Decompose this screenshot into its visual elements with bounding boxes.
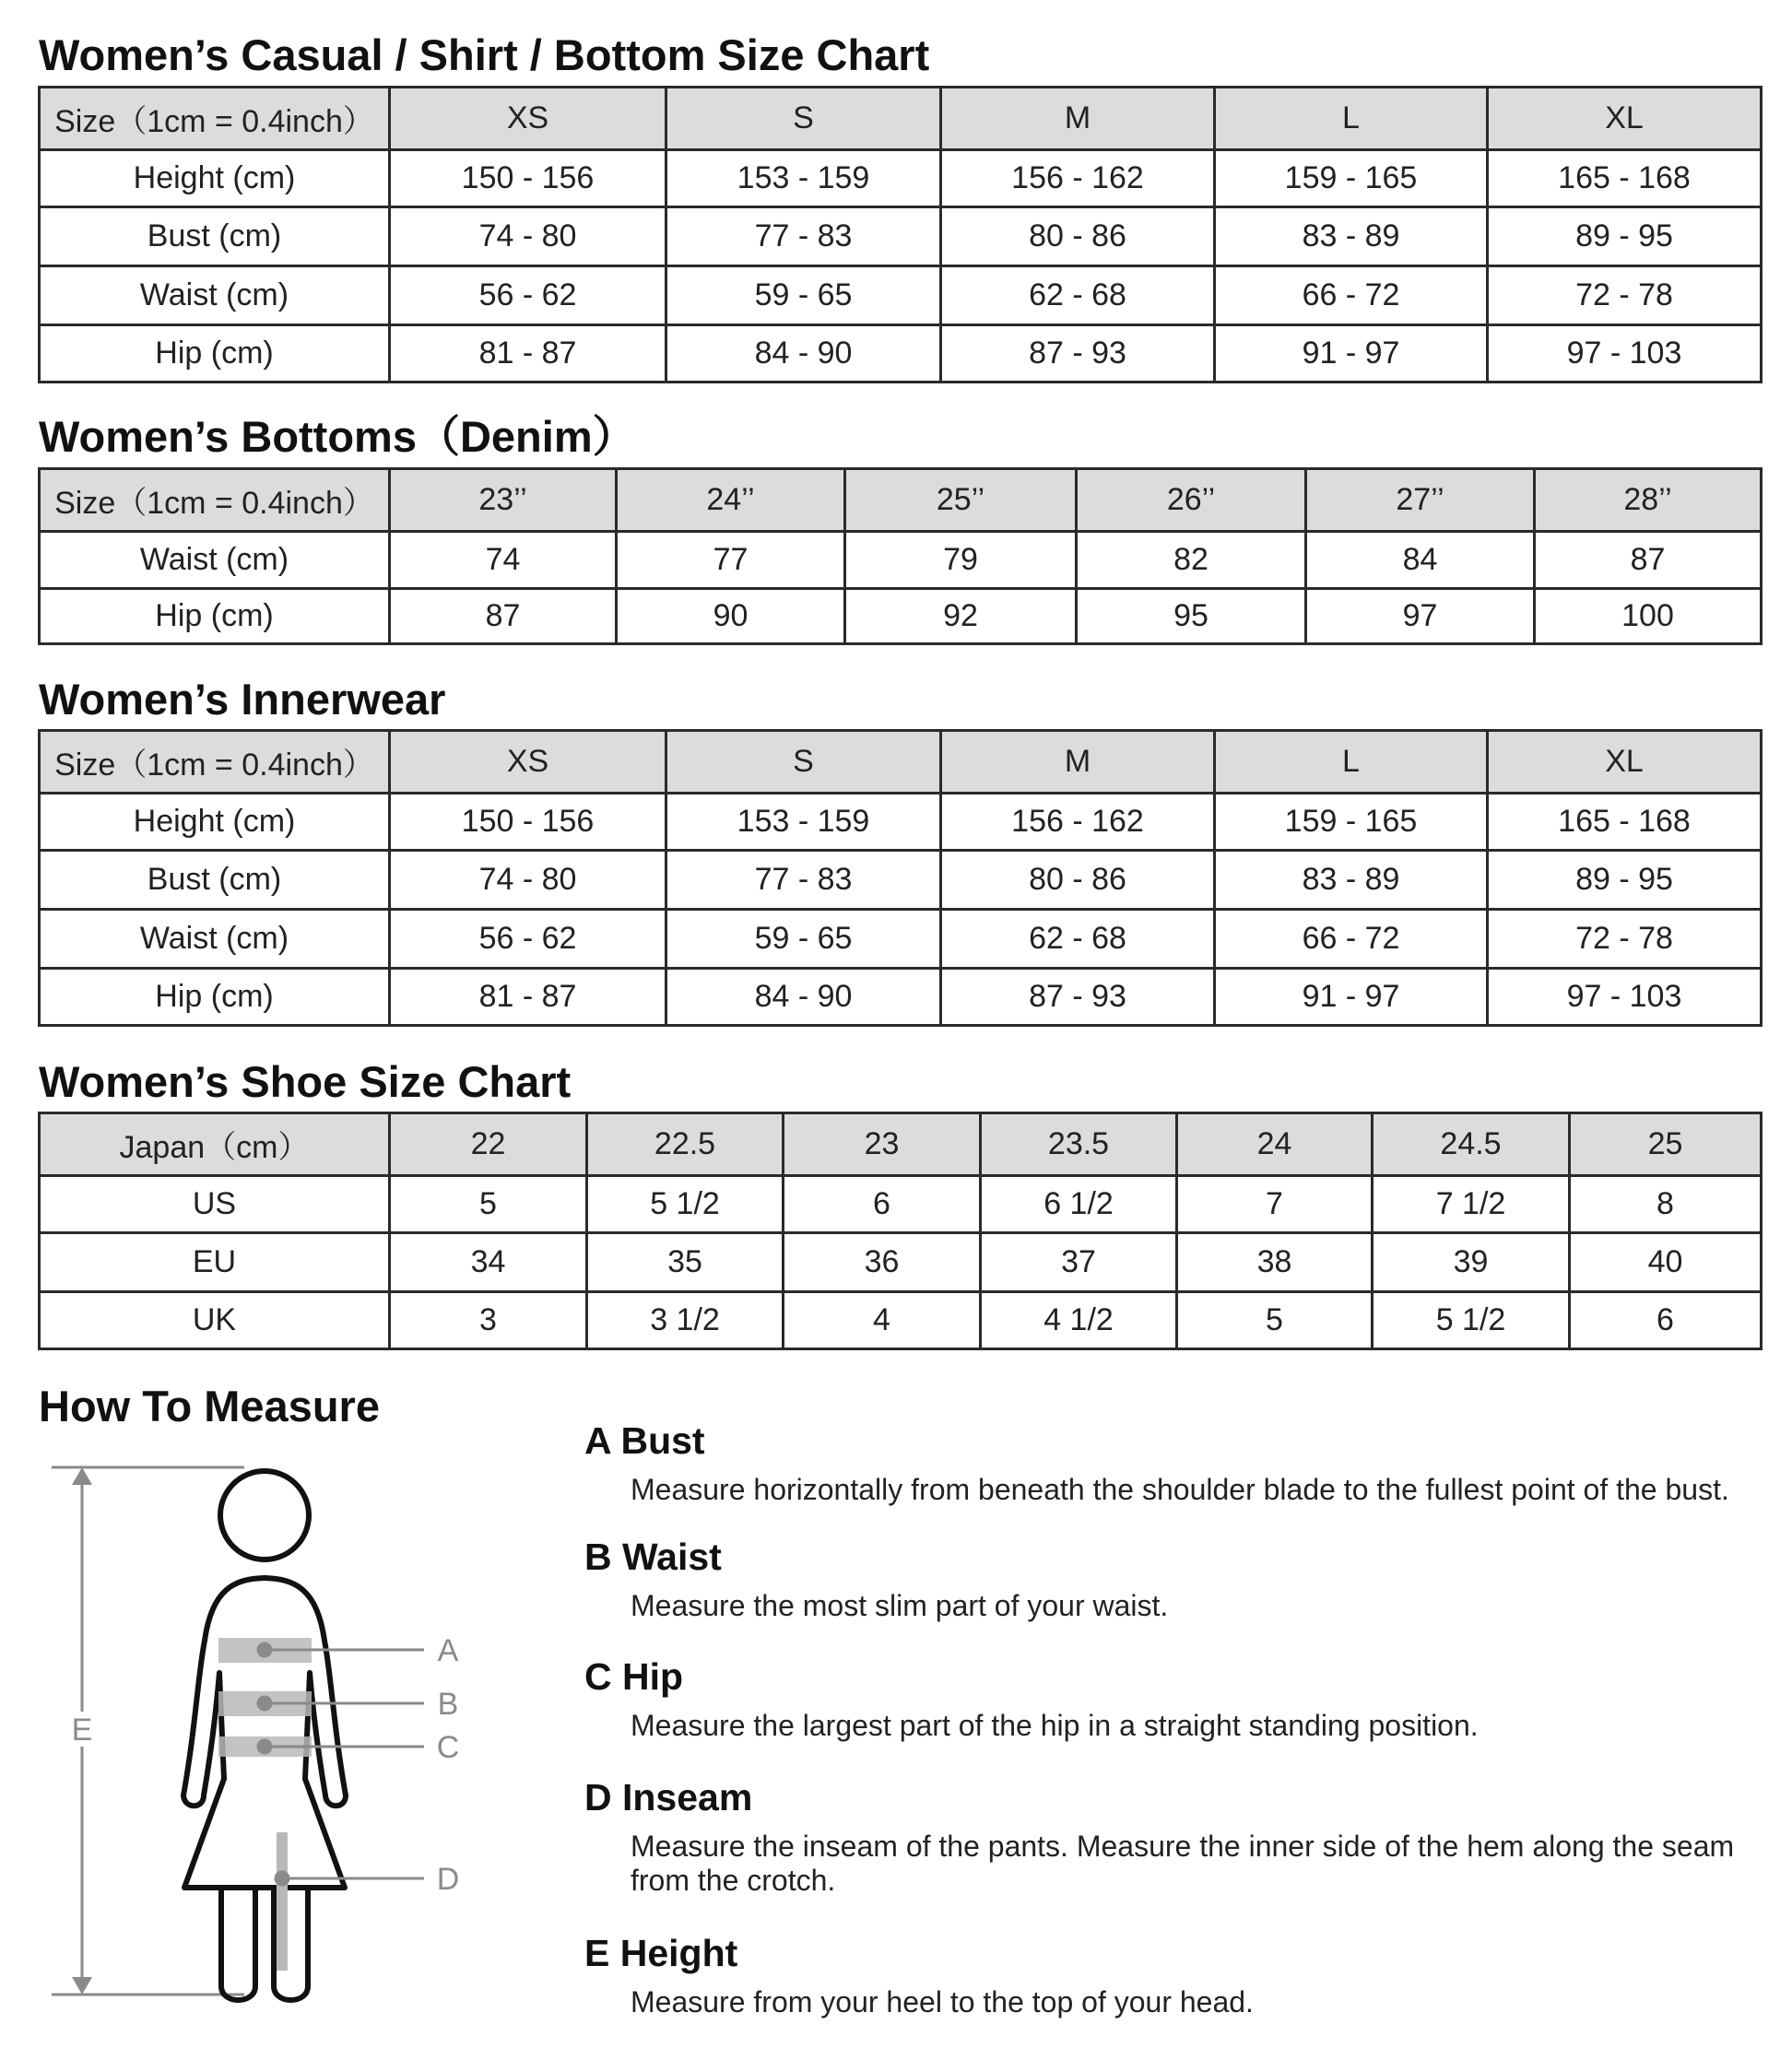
table-cell: 5 1/2	[587, 1176, 784, 1233]
label-b: B	[437, 1687, 459, 1722]
casual-size-table	[38, 86, 1763, 383]
header-cell: 24	[1177, 1113, 1373, 1176]
table-row	[40, 851, 1762, 910]
table-cell: 4 1/2	[981, 1292, 1177, 1349]
row-label: Bust (cm)	[40, 851, 390, 910]
row-label: Hip (cm)	[40, 325, 390, 383]
label-a: A	[437, 1633, 459, 1668]
table-cell: 156 - 162	[941, 150, 1215, 207]
body-silhouette	[183, 1471, 346, 2000]
table-cell: 38	[1177, 1233, 1373, 1292]
header-cell: S	[666, 731, 941, 794]
measure-item-title: B Waist	[584, 1536, 722, 1578]
table-cell: 159 - 165	[1215, 794, 1488, 851]
header-cell: 24.5	[1373, 1113, 1570, 1176]
table-row	[40, 1176, 1762, 1233]
table-cell: 83 - 89	[1215, 851, 1488, 910]
table-cell: 56 - 62	[390, 266, 666, 325]
table-cell: 97	[1306, 589, 1535, 644]
table-row	[40, 794, 1762, 851]
shoe-size-table	[38, 1112, 1763, 1350]
table-row	[40, 150, 1762, 207]
table-cell: 81 - 87	[390, 969, 666, 1026]
table-cell: 37	[981, 1233, 1177, 1292]
table-cell: 3 1/2	[587, 1292, 784, 1349]
row-label: Hip (cm)	[40, 969, 390, 1026]
table-cell: 165 - 168	[1488, 794, 1762, 851]
header-cell: XS	[390, 88, 666, 150]
header-cell: 27’’	[1306, 469, 1535, 532]
row-label: Height (cm)	[40, 150, 390, 207]
label-d: D	[436, 1862, 460, 1897]
table-cell: 84 - 90	[666, 969, 941, 1026]
table-cell: 6	[1570, 1292, 1762, 1349]
table-cell: 56 - 62	[390, 910, 666, 969]
table-cell: 5 1/2	[1373, 1292, 1570, 1349]
table-cell: 91 - 97	[1215, 969, 1488, 1026]
table-cell: 82	[1077, 532, 1306, 589]
header-cell: M	[941, 88, 1215, 150]
table-cell: 6 1/2	[981, 1176, 1177, 1233]
table-cell: 92	[845, 589, 1077, 644]
row-label: Height (cm)	[40, 794, 390, 851]
measure-item-desc: Measure the largest part of the hip in a straight standing position.	[631, 1709, 1479, 1742]
table-row	[40, 266, 1762, 325]
how-to-measure-title: How To Measure	[39, 1382, 380, 1430]
header-cell: L	[1215, 88, 1488, 150]
header-cell: 23	[784, 1113, 981, 1176]
table-cell: 79	[845, 532, 1077, 589]
header-cell: XS	[390, 731, 666, 794]
measure-item-title: E Height	[584, 1932, 738, 1974]
table-cell: 59 - 65	[666, 266, 941, 325]
table-cell: 150 - 156	[390, 150, 666, 207]
row-label: Waist (cm)	[40, 532, 390, 589]
label-e: E	[71, 1713, 93, 1748]
table-cell: 156 - 162	[941, 794, 1215, 851]
table-cell: 7 1/2	[1373, 1176, 1570, 1233]
table-row	[40, 589, 1762, 644]
table-cell: 89 - 95	[1488, 207, 1762, 266]
table-cell: 66 - 72	[1215, 266, 1488, 325]
denim-size-table	[38, 467, 1763, 645]
table-header-row	[40, 1113, 1762, 1176]
table-cell: 62 - 68	[941, 266, 1215, 325]
table-header-row	[40, 469, 1762, 532]
table-cell: 90	[617, 589, 845, 644]
denim-chart-title: Women’s Bottoms（Denim）	[39, 412, 636, 461]
measure-item-desc: Measure from your heel to the top of your head.	[631, 1985, 1254, 2019]
table-cell: 74	[390, 532, 617, 589]
table-cell: 91 - 97	[1215, 325, 1488, 383]
row-label: Bust (cm)	[40, 207, 390, 266]
row-label: EU	[40, 1233, 390, 1292]
table-cell: 159 - 165	[1215, 150, 1488, 207]
table-cell: 150 - 156	[390, 794, 666, 851]
table-cell: 4	[784, 1292, 981, 1349]
table-row	[40, 910, 1762, 969]
header-cell: Japan（cm）	[40, 1113, 390, 1176]
table-cell: 95	[1077, 589, 1306, 644]
measure-item-desc: Measure horizontally from beneath the shoulder blade to the fullest point of the bust.	[631, 1473, 1729, 1506]
header-cell: 23.5	[981, 1113, 1177, 1176]
table-cell: 5	[1177, 1292, 1373, 1349]
table-cell: 77 - 83	[666, 207, 941, 266]
measure-item-desc: Measure the most slim part of your waist.	[631, 1589, 1169, 1622]
table-row	[40, 1233, 1762, 1292]
table-cell: 80 - 86	[941, 851, 1215, 910]
header-cell: XL	[1488, 731, 1762, 794]
measure-item-title: A Bust	[584, 1419, 705, 1462]
table-row	[40, 207, 1762, 266]
table-cell: 83 - 89	[1215, 207, 1488, 266]
measure-item-height	[584, 1932, 1764, 2019]
table-cell: 36	[784, 1233, 981, 1292]
body-measurement-figure	[37, 1452, 470, 2023]
header-cell: 23’’	[390, 469, 617, 532]
table-cell: 89 - 95	[1488, 851, 1762, 910]
table-cell: 80 - 86	[941, 207, 1215, 266]
table-cell: 72 - 78	[1488, 266, 1762, 325]
header-cell: 26’’	[1077, 469, 1306, 532]
inseam-band	[277, 1832, 288, 1971]
header-cell: 22.5	[587, 1113, 784, 1176]
table-cell: 66 - 72	[1215, 910, 1488, 969]
table-cell: 35	[587, 1233, 784, 1292]
header-cell: XL	[1488, 88, 1762, 150]
casual-chart-title: Women’s Casual / Shirt / Bottom Size Chart	[39, 30, 930, 79]
table-cell: 84	[1306, 532, 1535, 589]
innerwear-size-table	[38, 729, 1763, 1027]
header-cell: 25’’	[845, 469, 1077, 532]
header-cell: Size（1cm = 0.4inch）	[40, 469, 390, 532]
header-cell: 24’’	[617, 469, 845, 532]
table-cell: 7	[1177, 1176, 1373, 1233]
measure-item-desc: Measure the inseam of the pants. Measure the inner side of the hem along the seam from the crotch.	[631, 1830, 1735, 1897]
header-cell: 22	[390, 1113, 587, 1176]
table-cell: 153 - 159	[666, 150, 941, 207]
measure-item-inseam	[584, 1776, 1764, 1898]
table-cell: 74 - 80	[390, 207, 666, 266]
table-cell: 8	[1570, 1176, 1762, 1233]
innerwear-chart-title: Women’s Innerwear	[39, 675, 446, 724]
table-cell: 40	[1570, 1233, 1762, 1292]
table-cell: 77 - 83	[666, 851, 941, 910]
measure-item-waist	[584, 1538, 1764, 1623]
measure-item-hip	[584, 1655, 1764, 1743]
header-cell: M	[941, 731, 1215, 794]
table-row	[40, 969, 1762, 1026]
table-cell: 97 - 103	[1488, 325, 1762, 383]
table-cell: 153 - 159	[666, 794, 941, 851]
table-cell: 81 - 87	[390, 325, 666, 383]
row-label: Waist (cm)	[40, 910, 390, 969]
measure-item-bust	[584, 1419, 1764, 1507]
row-label: UK	[40, 1292, 390, 1349]
table-cell: 87 - 93	[941, 969, 1215, 1026]
table-row	[40, 325, 1762, 383]
table-cell: 100	[1535, 589, 1762, 644]
table-cell: 97 - 103	[1488, 969, 1762, 1026]
row-label: Waist (cm)	[40, 266, 390, 325]
table-cell: 87	[1535, 532, 1762, 589]
row-label: Hip (cm)	[40, 589, 390, 644]
table-cell: 72 - 78	[1488, 910, 1762, 969]
row-label: US	[40, 1176, 390, 1233]
shoe-chart-title: Women’s Shoe Size Chart	[39, 1057, 572, 1106]
table-cell: 87 - 93	[941, 325, 1215, 383]
header-cell: 28’’	[1535, 469, 1762, 532]
header-cell: L	[1215, 731, 1488, 794]
table-cell: 84 - 90	[666, 325, 941, 383]
table-cell: 165 - 168	[1488, 150, 1762, 207]
table-cell: 59 - 65	[666, 910, 941, 969]
header-cell: Size（1cm = 0.4inch）	[40, 731, 390, 794]
table-cell: 39	[1373, 1233, 1570, 1292]
header-cell: 25	[1570, 1113, 1762, 1176]
table-cell: 6	[784, 1176, 981, 1233]
table-cell: 62 - 68	[941, 910, 1215, 969]
header-cell: Size（1cm = 0.4inch）	[40, 88, 390, 150]
table-row	[40, 532, 1762, 589]
table-cell: 77	[617, 532, 845, 589]
table-header-row	[40, 88, 1762, 150]
table-cell: 34	[390, 1233, 587, 1292]
table-row	[40, 1292, 1762, 1349]
table-cell: 87	[390, 589, 617, 644]
table-header-row	[40, 731, 1762, 794]
measure-item-title: D Inseam	[584, 1776, 753, 1818]
table-cell: 3	[390, 1292, 587, 1349]
label-c: C	[436, 1730, 460, 1765]
measure-item-title: C Hip	[584, 1655, 684, 1698]
table-cell: 74 - 80	[390, 851, 666, 910]
header-cell: S	[666, 88, 941, 150]
table-cell: 5	[390, 1176, 587, 1233]
